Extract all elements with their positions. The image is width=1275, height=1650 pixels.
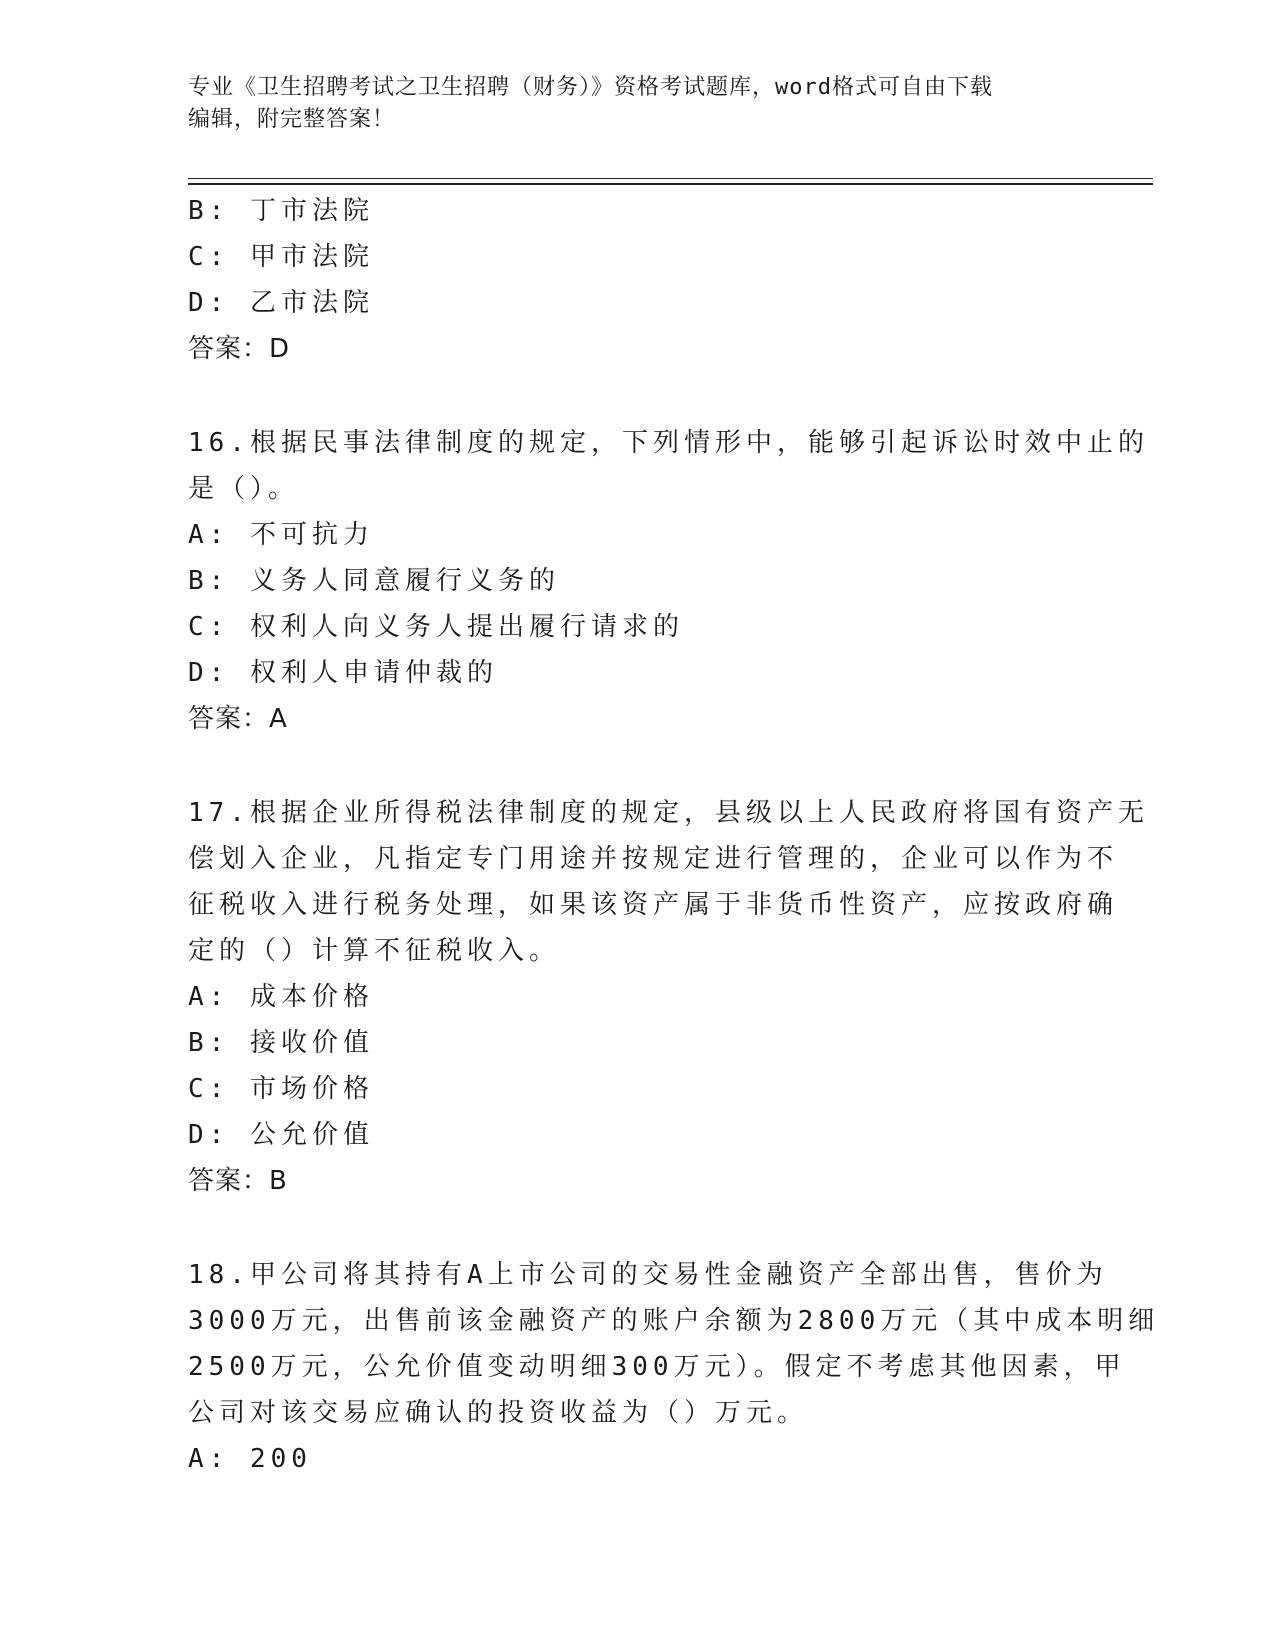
option-a: A: 成本价格 [188, 982, 374, 1012]
answer-line: 答案：A [188, 704, 288, 734]
header-divider-bottom [188, 183, 1153, 185]
question-text-line: 定的（）计算不征税收入。 [188, 936, 561, 966]
option-d: D: 乙市法院 [188, 288, 374, 318]
option-d: D: 权利人申请仲裁的 [188, 658, 498, 688]
option-b: B: 丁市法院 [188, 196, 374, 226]
question-content [188, 188, 1160, 1482]
question-text-line: 2500万元，公允价值变动明细300万元）。假定不考虑其他因素，甲 [188, 1352, 1126, 1382]
answer-line: 答案：D [188, 334, 291, 364]
question-text-line: 16.根据民事法律制度的规定，下列情形中，能够引起诉讼时效中止的 [188, 428, 1149, 458]
question-16-block [188, 420, 1149, 742]
question-text-line: 17.根据企业所得税法律制度的规定，县级以上人民政府将国有资产无 [188, 798, 1149, 828]
answer-line: 答案：B [188, 1166, 288, 1196]
option-c: C: 甲市法院 [188, 242, 374, 272]
header-line-1: 专业《卫生招聘考试之卫生招聘（财务）》资格考试题库，word格式可自由下载 [188, 75, 993, 100]
option-c: C: 权利人向义务人提出履行请求的 [188, 612, 684, 642]
question-text-line: 征税收入进行税务处理，如果该资产属于非货币性资产，应按政府确 [188, 890, 1119, 920]
question-text-line: 是（）。 [188, 474, 300, 504]
question-15-block [188, 188, 1088, 372]
option-a: A: 不可抗力 [188, 520, 374, 550]
option-c: C: 市场价格 [188, 1074, 374, 1104]
header-line-2: 编辑，附完整答案！ [188, 107, 396, 132]
question-text-line: 公司对该交易应确认的投资收益为（）万元。 [188, 1398, 809, 1428]
question-text-line: 3000万元，出售前该金融资产的账户余额为2800万元（其中成本明细 [188, 1306, 1160, 1336]
document-header [188, 72, 1078, 136]
option-a: A: 200 [188, 1444, 312, 1474]
question-text-line: 偿划入企业，凡指定专门用途并按规定进行管理的，企业可以作为不 [188, 844, 1119, 874]
question-17-block [188, 790, 1149, 1204]
question-18-block [188, 1252, 1160, 1482]
option-b: B: 义务人同意履行义务的 [188, 566, 560, 596]
option-d: D: 公允价值 [188, 1120, 374, 1150]
option-b: B: 接收价值 [188, 1028, 374, 1058]
header-divider-top [188, 178, 1153, 179]
question-text-line: 18.甲公司将其持有A上市公司的交易性金融资产全部出售，售价为 [188, 1260, 1108, 1290]
